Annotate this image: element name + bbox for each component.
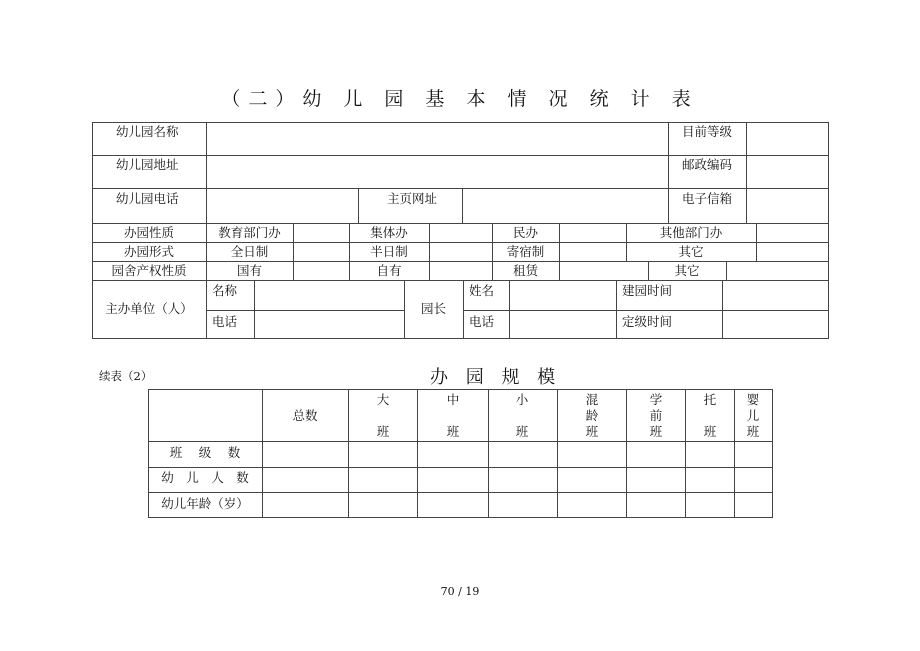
nature-option-private: 民办 xyxy=(512,225,538,240)
nature-option-collective: 集体办 xyxy=(370,225,408,240)
graded-time-field[interactable] xyxy=(723,311,828,338)
row-label-class-count: 班 级 数 xyxy=(169,445,241,460)
kindergarten-name-label: 幼儿园名称 xyxy=(116,124,179,139)
total-header: 总数 xyxy=(292,408,318,423)
row-label-child-count: 幼 儿 人 数 xyxy=(161,470,249,485)
col-header-mixed-age-class: 混 龄 班 xyxy=(585,392,599,439)
director-name-label: 姓名 xyxy=(469,283,495,298)
page-title: （二）幼 儿 园 基 本 情 况 统 计 表 xyxy=(221,88,699,110)
postal-code-field[interactable] xyxy=(747,156,828,188)
form-option-half-day: 半日制 xyxy=(370,244,408,259)
form-option-other: 其它 xyxy=(678,244,704,259)
director-phone-field[interactable] xyxy=(510,311,616,338)
email-label: 电子信箱 xyxy=(682,191,733,206)
property-lease-field[interactable] xyxy=(560,262,648,280)
graded-time-label: 定级时间 xyxy=(622,314,673,329)
form-other-field[interactable] xyxy=(757,243,828,261)
nature-option-other-dept: 其他部门办 xyxy=(659,225,723,240)
col-header-preschool-class: 学 前 班 xyxy=(649,392,663,439)
col-header-small-class: 小 班 xyxy=(515,392,529,439)
postal-code-label: 邮政编码 xyxy=(682,157,733,172)
form-boarding-field[interactable] xyxy=(560,243,626,261)
property-option-own: 自有 xyxy=(376,263,402,278)
form-half-day-field[interactable] xyxy=(430,243,492,261)
current-grade-field[interactable] xyxy=(747,123,828,155)
col-header-middle-class: 中 班 xyxy=(446,392,460,439)
nature-collective-field[interactable] xyxy=(430,224,492,242)
continued-table-label: 续表（2） xyxy=(99,369,153,383)
founded-time-label: 建园时间 xyxy=(622,283,673,298)
sponsor-phone-field[interactable] xyxy=(255,311,404,338)
form-option-boarding: 寄宿制 xyxy=(506,244,545,259)
property-own-field[interactable] xyxy=(430,262,492,280)
school-form-label: 办园形式 xyxy=(123,244,174,259)
kindergarten-phone-label: 幼儿园电话 xyxy=(116,191,179,206)
col-header-nursery-class: 托 班 xyxy=(703,392,717,439)
nature-private-field[interactable] xyxy=(560,224,626,242)
homepage-label: 主页网址 xyxy=(387,191,438,206)
form-option-full-day: 全日制 xyxy=(230,244,269,259)
form-full-day-field[interactable] xyxy=(294,243,349,261)
property-other-field[interactable] xyxy=(727,262,828,280)
email-field[interactable] xyxy=(747,189,828,223)
col-header-infant-class: 婴 儿 班 xyxy=(746,392,760,439)
kindergarten-name-field[interactable] xyxy=(206,123,668,155)
property-state-field[interactable] xyxy=(294,262,349,280)
director-name-field[interactable] xyxy=(510,281,616,310)
current-grade-label: 目前等级 xyxy=(682,124,733,139)
page-number: 70 / 19 xyxy=(440,585,480,598)
row-label-child-age: 幼儿年龄（岁） xyxy=(161,496,249,511)
property-option-lease: 租赁 xyxy=(512,263,538,278)
nature-education-field[interactable] xyxy=(294,224,349,242)
sponsor-label: 主办单位（人） xyxy=(105,301,193,316)
director-label: 园长 xyxy=(420,301,446,316)
kindergarten-address-field[interactable] xyxy=(206,156,668,188)
nature-option-education: 教育部门办 xyxy=(218,225,281,240)
school-nature-label: 办园性质 xyxy=(123,225,174,240)
property-option-state: 国有 xyxy=(236,263,262,278)
sponsor-name-label: 名称 xyxy=(212,283,238,298)
property-option-other: 其它 xyxy=(674,263,700,278)
property-nature-label: 园舍产权性质 xyxy=(111,263,187,278)
founded-time-field[interactable] xyxy=(723,281,828,310)
kindergarten-phone-field[interactable] xyxy=(206,189,358,223)
homepage-field[interactable] xyxy=(463,189,668,223)
sponsor-name-field[interactable] xyxy=(255,281,404,310)
director-phone-label: 电话 xyxy=(469,314,495,329)
kindergarten-address-label: 幼儿园地址 xyxy=(116,157,179,172)
section-title: 办 园 规 模 xyxy=(430,367,562,388)
sponsor-phone-label: 电话 xyxy=(212,314,238,329)
col-header-large-class: 大 班 xyxy=(376,392,390,439)
nature-other-dept-field[interactable] xyxy=(757,224,828,242)
